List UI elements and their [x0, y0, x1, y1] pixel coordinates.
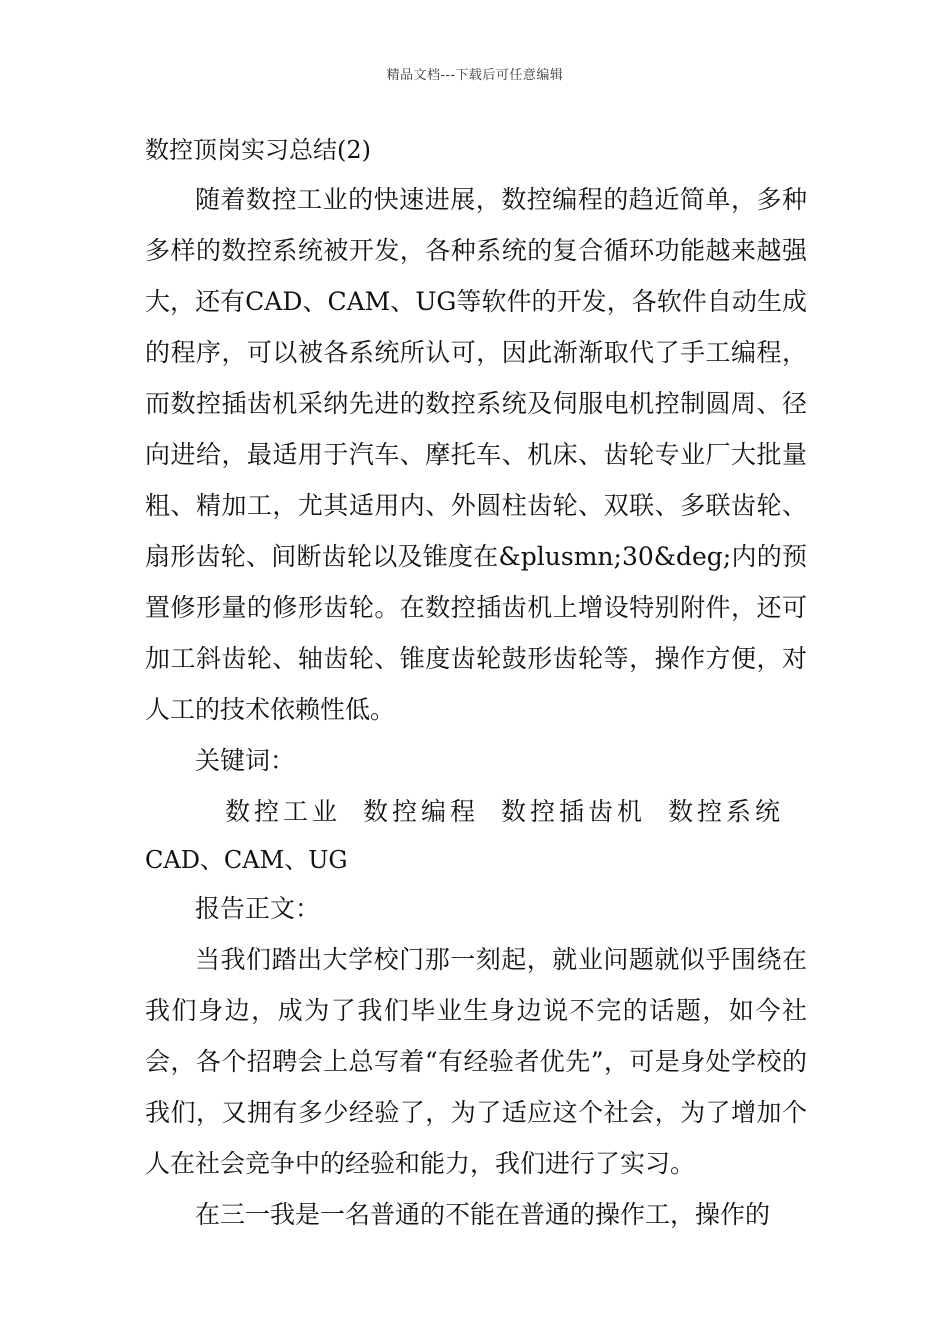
keywords-list [145, 786, 807, 837]
intro-paragraph: 随着数控工业的快速进展，数控编程的趋近简单，多种多样的数控系统被开发，各种系统的复合循环功能越来越强大，还有CAD、CAM、UG等软件的开发，各软件自动生成的程序，可以被各系统所认可，因此渐渐取代了手工编程，而数控插齿机采纳先进的数控系统及伺服电机控制圆周、径向进给，最适用于汽车、摩托车、机床、齿轮专业厂大批量粗、精加工，尤其适用内、外圆柱齿轮、双联、多联齿轮、扇形齿轮、间断齿轮以及锥度在&plusmn;30&deg;内的预置修形量的修形齿轮。在数控插齿机上增设特别附件，还可加工斜齿轮、轴齿轮、锥度齿轮鼓形齿轮等，操作方便，对人工的技术依赖性低。 [145, 185, 807, 724]
keyword-item: 数控编程 [363, 797, 480, 826]
keyword-item: 数控插齿机 [501, 797, 647, 826]
keywords-label: 关键词： [195, 746, 296, 775]
keywords-line-2: CAD、CAM、UG [145, 846, 348, 874]
document-body [145, 126, 807, 1240]
page-header: 精品文档---下载后可任意编辑 [386, 68, 564, 83]
keyword-item: 数控工业 [225, 797, 342, 826]
body-paragraph-2: 在三一我是一名普通的不能在普通的操作工，操作的 [195, 1200, 771, 1229]
document-title: 数控顶岗实习总结(2) [145, 136, 371, 164]
report-label: 报告正文： [195, 894, 321, 923]
keyword-item: 数控系统 [668, 797, 785, 826]
body-paragraph-1: 当我们踏出大学校门那一刻起，就业问题就似乎围绕在我们身边，成为了我们毕业生身边说不完的话题，如今社会，各个招聘会上总写着“有经验者优先”，可是身处学校的我们，又拥有多少经验了，为了适应这个社会，为了增加个人在社会竞争中的经验和能力，我们进行了实习。 [145, 945, 807, 1178]
